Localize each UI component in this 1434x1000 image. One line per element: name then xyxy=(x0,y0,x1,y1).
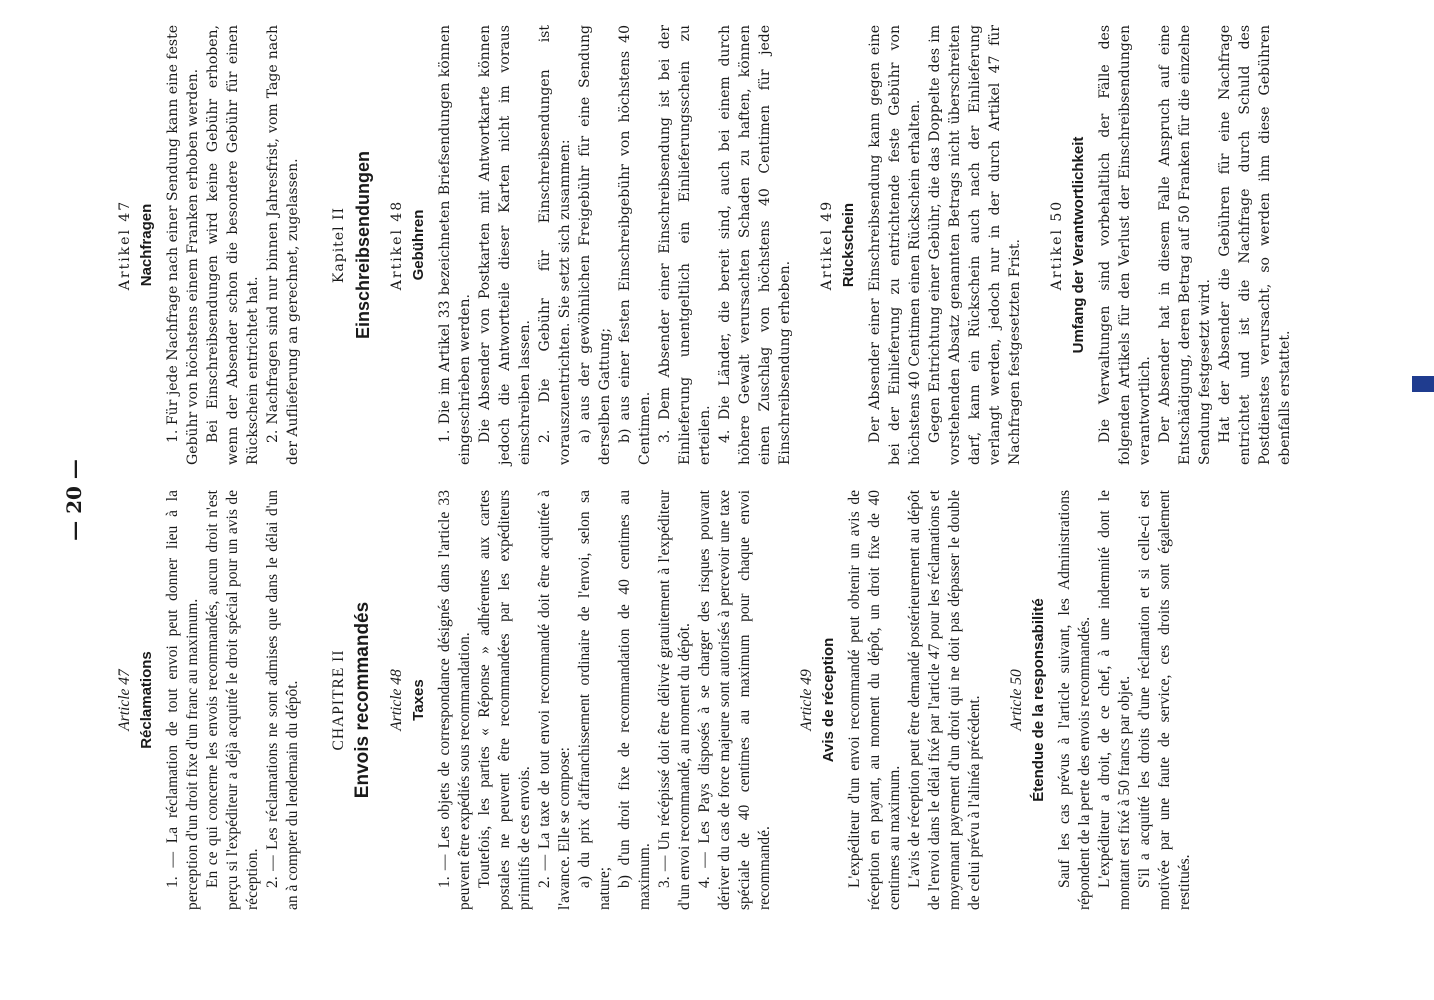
paragraph: Der Absender hat in diesem Falle Anspruch auf eine Entschädigung, deren Betrag auf 50 Franken für die einzelne Sendung festgesetzt wird. xyxy=(1157,25,1213,465)
article-heading: Gebühren xyxy=(410,209,427,281)
chapter-title: Envois recommandés xyxy=(352,601,373,799)
paragraph: b) aus einer festen Einschreibgebühr von höchstens 40 Centimen. xyxy=(617,25,653,465)
paragraph: 1. — La réclamation de tout envoi peut donner lieu à la perception d'un droit fixe d'un franc au maximum. xyxy=(164,490,201,910)
digitization-credit xyxy=(1416,8,1432,392)
paragraph: Gegen Entrichtung einer Gebühr, die das Doppelte des im vorstehenden Absatz genannten Betrags nicht überschreiten darf, kann ein Rückschein auch nach der Einlieferung verlangt werden, jedoch nur in der durch Artikel 47 für Nachfragen festgesetzten Frist. xyxy=(927,25,1023,465)
article-heading: Étendue de la responsabilité xyxy=(1030,598,1047,802)
dfg-logo xyxy=(1412,376,1434,392)
paragraph: S'il a acquitté les droits d'une réclamation et si celle-ci est motivée par une faute de service, ces droits sont également restitués. xyxy=(1136,490,1193,910)
paragraph: 2. Nachfragen sind nur binnen Jahresfrist, vom Tage nach der Auflieferung an gerechnet, zugelassen. xyxy=(265,25,301,465)
paragraph: Toutefois, les parties « Réponse » adhérentes aux cartes postales ne peuvent être recommandées par les expéditeurs primitifs de ces envois. xyxy=(476,490,533,910)
article-heading: Réclamations xyxy=(138,651,155,749)
article-heading: Rückschein xyxy=(840,202,857,288)
paragraph: Die Absender von Postkarten mit Antwortkarte können jedoch die Antwortteile dieser Karten nicht im voraus einschreiben lassen. xyxy=(477,25,533,465)
paragraph: 3. Dem Absender einer Einschreibsendung ist bei der Einlieferung unentgeltlich ein Einlieferungsschein zu erteilen. xyxy=(657,25,713,465)
paragraph: 2. — Les réclamations ne sont admises que dans le délai d'un an à compter du lendemain du dépôt. xyxy=(264,490,301,910)
paragraph: 2. Die Gebühr für Einschreibsendungen ist vorauszuentrichten. Sie setzt sich zusammen: xyxy=(537,25,573,465)
page-number: — 20 — xyxy=(62,459,86,541)
article-title: Article 49 xyxy=(798,669,815,731)
paragraph: Bei Einschreibsendungen wird keine Gebühr erhoben, wenn der Absender schon die besondere Gebühr für einen Rückschein entrichtet hat. xyxy=(205,25,261,465)
article-title: Article 50 xyxy=(1008,669,1025,731)
paragraph: En ce qui concerne les envois recommandés, aucun droit n'est perçu si l'expéditeur a déjà acquitté le droit spécial pour un avis de réception. xyxy=(204,490,261,910)
paragraph: 3. — Un récépissé doit être délivré gratuitement à l'expéditeur d'un envoi recommandé, au moment du dépôt. xyxy=(656,490,693,910)
paragraph: 2. — La taxe de tout envoi recommandé doit être acquittée à l'avance. Elle se compose: xyxy=(536,490,573,910)
paragraph: 1. Für jede Nachfrage nach einer Sendung kann eine feste Gebühr von höchstens einem Franken erhoben werden. xyxy=(165,25,201,465)
paragraph: 1. — Les objets de correspondance désignés dans l'article 33 peuvent être expédiés sous recommandation. xyxy=(436,490,473,910)
german-column xyxy=(105,25,1295,465)
article-title: Artikel 48 xyxy=(389,199,405,291)
paragraph: L'expéditeur d'un envoi recommandé peut obtenir un avis de réception en payant, au moment du dépôt, un droit fixe de 40 centimes au maximum. xyxy=(846,490,903,910)
paragraph: a) aus der gewöhnlichen Freigebühr für eine Sendung derselben Gattung; xyxy=(577,25,613,465)
paragraph: 4. Die Länder, die bereit sind, auch bei einem durch höhere Gewalt verursachten Schaden zu haften, können einen Zuschlag von höchstens 40 Centimen für jede Einschreibsendung erheben. xyxy=(717,25,793,465)
paragraph: L'expéditeur a droit, de ce chef, à une indemnité dont le montant est fixé à 50 francs par objet. xyxy=(1096,490,1133,910)
article-title: Artikel 47 xyxy=(117,199,133,291)
article-title: Artikel 50 xyxy=(1049,199,1065,291)
paragraph: Sauf les cas prévus à l'article suivant, les Administrations répondent de la perte des envois recommandés. xyxy=(1056,490,1093,910)
paragraph: Der Absender einer Einschreibsendung kann gegen eine bei der Einlieferung zu entrichtende feste Gebühr von höchstens 40 Centimen einen Rückschein erhalten. xyxy=(867,25,923,465)
article-title: Article 47 xyxy=(116,669,133,731)
article-heading: Umfang der Verantwortlichkeit xyxy=(1070,136,1087,354)
paragraph: b) d'un droit fixe de recommandation de 40 centimes au maximum. xyxy=(616,490,653,910)
paragraph: 4. — Les Pays disposés à se charger des risques pouvant dériver du cas de force majeure sont autorisés à percevoir une taxe spéciale de 40 centimes au maximum pour chaque envoi recommandé. xyxy=(696,490,773,910)
paragraph: Die Verwaltungen sind vorbehaltlich der Fälle des folgenden Artikels für den Verlust der Einschreibsendungen verantwortlich. xyxy=(1097,25,1153,465)
article-title: Artikel 49 xyxy=(819,199,835,291)
paragraph: Hat der Absender die Gebühren für eine Nachfrage entrichtet und ist die Nachfrage durch Schuld des Postdienstes verursacht, so werden ihm diese Gebühren ebenfalls erstattet. xyxy=(1217,25,1293,465)
article-heading: Taxes xyxy=(410,679,427,721)
paragraph: L'avis de réception peut être demandé postérieurement au dépôt de l'envoi dans le délai fixé par l'article 47 pour les réclamations et moyennant payement d'un droit qui ne doit pas dépasser le double de celui prévu à l'alinéa précédent. xyxy=(906,490,983,910)
paragraph: a) du prix d'affranchissement ordinaire de l'envoi, selon sa nature; xyxy=(576,490,613,910)
paragraph: 1. Die im Artikel 33 bezeichneten Briefsendungen können eingeschrieben werden. xyxy=(437,25,473,465)
article-heading: Nachfragen xyxy=(138,203,155,287)
article-heading: Avis de réception xyxy=(820,637,837,763)
french-column xyxy=(105,490,1195,910)
chapter-title: Einschreibsendungen xyxy=(353,150,373,340)
chapter-label: Kapitel II xyxy=(331,206,347,284)
article-title: Article 48 xyxy=(388,669,405,731)
chapter-label: CHAPITRE II xyxy=(330,649,347,751)
